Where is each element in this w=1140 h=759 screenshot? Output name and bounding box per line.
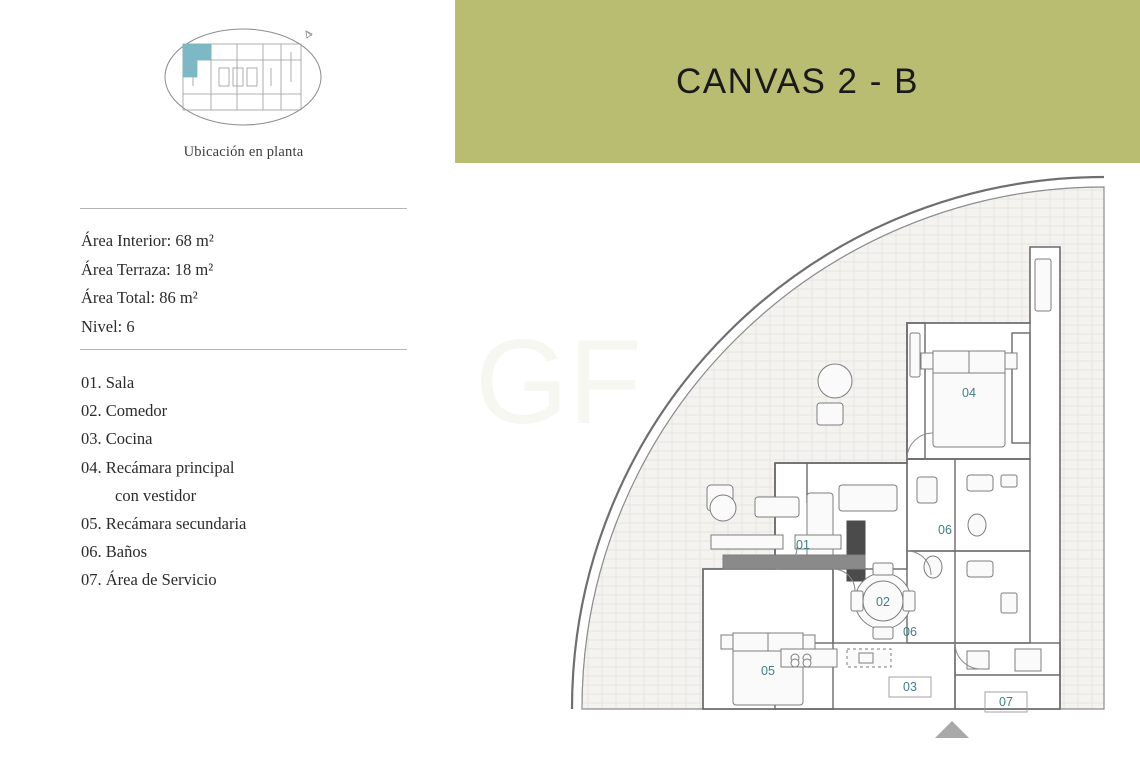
area-interior: Área Interior: 68 m² (81, 231, 214, 250)
legend-item-recamara-secundaria: 05. Recámara secundaria (81, 514, 247, 534)
legend-item-sala: 01. Sala (81, 373, 135, 392)
legend-item-banos: 06. Baños (81, 542, 147, 562)
divider-top (80, 208, 407, 209)
room-label-01: 01 (796, 538, 810, 552)
location-key-caption: Ubicación en planta (183, 144, 304, 160)
legend-item-area-servicio: 07. Área de Servicio (81, 570, 217, 590)
location-key-diagram (163, 22, 323, 132)
area-terraza: Área Terraza: 18 m² (81, 259, 214, 279)
legend-item-recamara-principal-cont: con vestidor (115, 485, 197, 505)
watermark (475, 315, 642, 449)
info-panel (0, 0, 455, 759)
areas-list (81, 227, 421, 341)
room-legend (81, 369, 431, 595)
legend-item-cocina: 03. Cocina (81, 429, 153, 449)
nivel: Nivel: 6 (81, 316, 135, 336)
room-label-02: 02 (876, 595, 890, 609)
room-label-05: 05 (761, 664, 775, 678)
room-label-06-lower: 06 (903, 625, 917, 639)
page-title: CANVAS 2 - B (676, 61, 919, 101)
legend-item-recamara-principal: 04. Recámara principal (81, 457, 235, 477)
divider-mid (80, 349, 407, 350)
header-band (455, 0, 1140, 163)
area-total: Área Total: 86 m² (81, 288, 198, 307)
svg-text:GF: GF (475, 315, 642, 449)
entry-arrow (935, 721, 969, 738)
floor-plan (455, 163, 1140, 759)
room-label-04: 04 (962, 386, 976, 400)
legend-item-comedor: 02. Comedor (81, 401, 168, 421)
room-label-03: 03 (903, 680, 917, 694)
room-label-06-upper: 06 (938, 523, 952, 537)
room-label-07: 07 (999, 695, 1013, 709)
